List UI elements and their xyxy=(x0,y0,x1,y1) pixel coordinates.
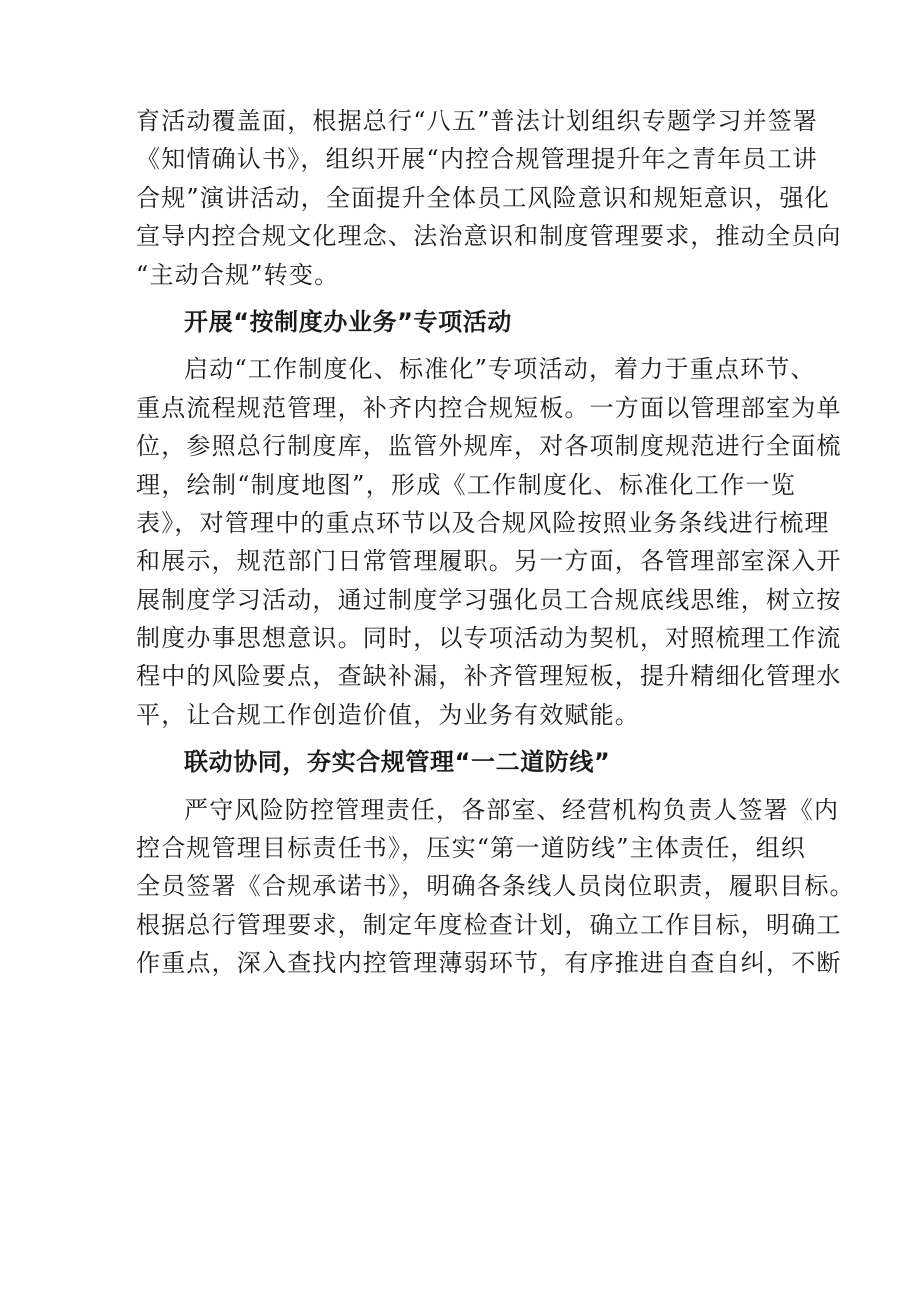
paragraph-3-line: 根据总行管理要求，制定年度检查计划，确立工作目标，明确工 xyxy=(136,910,842,939)
paragraph-3-line: 作重点，深入查找内控管理薄弱环节，有序推进自查自纠，不断 xyxy=(136,949,842,978)
paragraph-2-line: 平，让合规工作创造价值，为业务有效赋能。 xyxy=(136,700,640,729)
paragraph-2 xyxy=(136,350,842,734)
paragraph-1-line: 宣导内控合规文化理念、法治意识和制度管理要求，推动全员向 xyxy=(136,222,842,251)
section-heading-2: 联动协同，夯实合规管理“一二道防线” xyxy=(184,748,611,777)
paragraph-1-line: 育活动覆盖面，根据总行“八五”普法计划组织专题学习并签署 xyxy=(136,107,819,135)
paragraph-2-line: 和展示，规范部门日常管理履职。另一方面，各管理部室深入开 xyxy=(136,547,842,576)
paragraph-3-line: 控合规管理目标责任书》，压实“第一道防线”主体责任，组织 xyxy=(136,834,807,863)
paragraph-1 xyxy=(136,102,842,294)
paragraph-2-line: 展制度学习活动，通过制度学习强化员工合规底线思维，树立按 xyxy=(136,585,842,614)
paragraph-2-line: 位，参照总行制度库，监管外规库，对各项制度规范进行全面梳 xyxy=(136,432,842,461)
paragraph-3-line: 严守风险防控管理责任，各部室、经营机构负责人签署《内 xyxy=(184,795,840,824)
paragraph-1-line: 《知情确认书》，组织开展“内控合规管理提升年之青年员工讲 xyxy=(136,145,818,174)
document-page xyxy=(136,102,855,983)
paragraph-2-line: 程中的风险要点，查缺补漏，补齐管理短板，提升精细化管理水 xyxy=(136,662,842,691)
paragraph-3 xyxy=(136,791,855,983)
paragraph-2-line: 制度办事思想意识。同时，以专项活动为契机，对照梳理工作流 xyxy=(136,624,842,653)
paragraph-2-line: 表》，对管理中的重点环节以及合规风险按照业务条线进行梳理 xyxy=(136,508,830,537)
paragraph-2-line: 启动“工作制度化、标准化”专项活动，着力于重点环节、 xyxy=(184,355,816,384)
paragraph-2-line: 重点流程规范管理，补齐内控合规短板。一方面以管理部室为单 xyxy=(136,393,842,422)
paragraph-2-line: 理，绘制“制度地图”，形成《工作制度化、标准化工作一览 xyxy=(136,470,796,499)
paragraph-1-line: 合规”演讲活动，全面提升全体员工风险意识和规矩意识，强化 xyxy=(136,183,830,212)
section-heading-1: 开展“按制度办业务”专项活动 xyxy=(184,307,512,336)
paragraph-3-line: 全员签署《合规承诺书》，明确各条线人员岗位职责，履职目标。 xyxy=(136,872,855,901)
paragraph-1-line: “主动合规”转变。 xyxy=(136,260,340,289)
